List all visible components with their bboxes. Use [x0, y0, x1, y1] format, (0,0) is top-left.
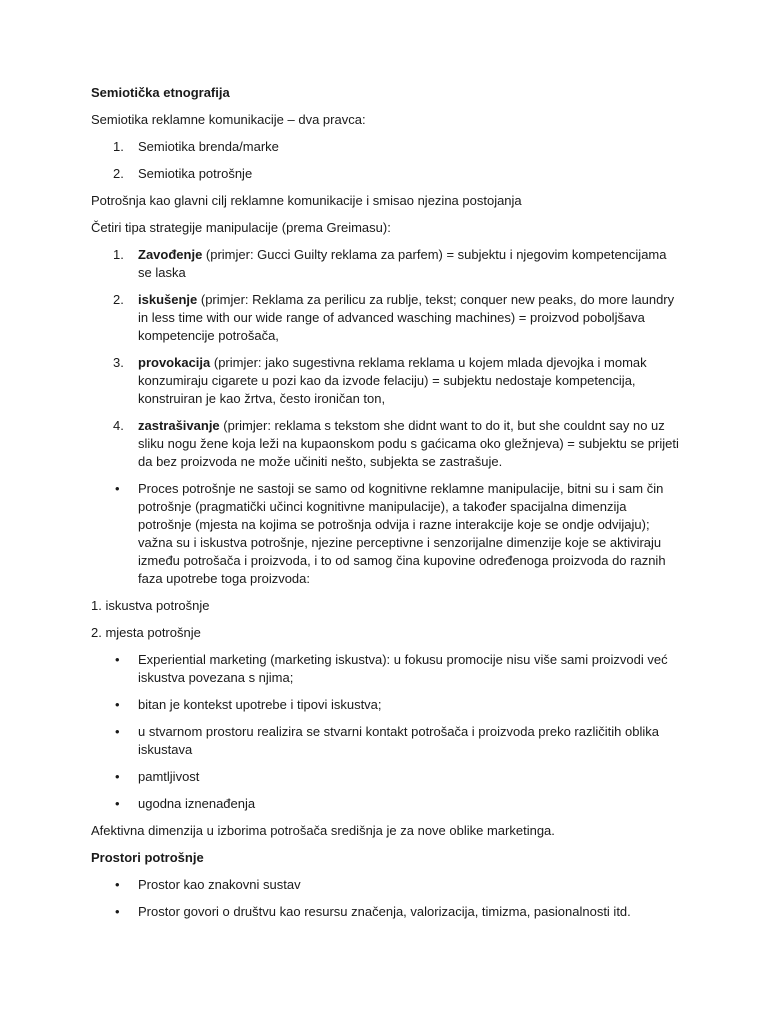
strategies-intro-paragraph: Četiri tipa strategije manipulacije (prema Greimasu):: [91, 220, 391, 235]
list-item: [91, 696, 680, 714]
list-item-text: u stvarnom prostoru realizira se stvarni kontakt potrošača i proizvoda preko različitih oblika iskustava: [138, 724, 659, 757]
list-number: 1.: [113, 139, 124, 154]
strategies-list: [91, 246, 680, 588]
bullet-marker: •: [115, 697, 120, 712]
strategy-term: provokacija: [138, 355, 211, 370]
bullet-marker: •: [115, 652, 120, 667]
bullet-marker: •: [115, 724, 120, 739]
document-title: Semiotička etnografija: [91, 85, 230, 100]
strategy-description: (primjer: jako sugestivna reklama reklama u kojem mlada djevojka i momak konzumiraju cigarete u pozi kao da izvode felaciju) = subjektu nedostaje kompetencija, konstruiran je kao žrtva, često ironičan ton,: [138, 355, 647, 406]
strategy-term: iskušenje: [138, 292, 198, 307]
bullet-marker: •: [115, 877, 120, 892]
list-number: 2.: [113, 166, 124, 181]
directions-list: [91, 138, 680, 183]
strategy-term: zastrašivanje: [138, 418, 220, 433]
strategy-description: (primjer: Reklama za perilicu za rublje, tekst; conquer new peaks, do more laundry in less time with our wide range of advanced wasching machines) = proizvod poboljšava kompetencije potrošača,: [138, 292, 675, 343]
consumption-goal-paragraph: Potrošnja kao glavni cilj reklamne komunikacije i smisao njezina postojanja: [91, 193, 522, 208]
dimension-1-paragraph: 1. iskustva potrošnje: [91, 598, 210, 613]
affective-paragraph: Afektivna dimenzija u izborima potrošača središnja je za nove oblike marketinga.: [91, 823, 555, 838]
strategy-description: (primjer: reklama s tekstom she didnt want to do it, but she couldnt say no uz sliku nogu žene koja leži na kupaonskom podu s gaćicama oko gležnjeva) = subjektu se prijeti da bez proizvoda ne može učiniti nešto, subjekta se zastrašuje.: [138, 418, 679, 469]
list-number: 1.: [113, 247, 124, 262]
bullet-marker: •: [115, 796, 120, 811]
list-item-text: Semiotika potrošnje: [138, 166, 253, 181]
list-item: [91, 795, 680, 813]
list-item-text: Semiotika brenda/marke: [138, 139, 279, 154]
intro-paragraph: Semiotika reklamne komunikacije – dva pravca:: [91, 112, 366, 127]
list-item: [91, 876, 680, 894]
list-item-text: Experiential marketing (marketing iskustva): u fokusu promocije nisu više sami proizvodi već iskustva povezana s njima;: [138, 652, 668, 685]
list-item-text: ugodna iznenađenja: [138, 796, 256, 811]
experiential-list: [91, 651, 680, 813]
strategy-description: (primjer: Gucci Guilty reklama za parfem) = subjektu i njegovim kompetencijama se laska: [138, 247, 667, 280]
list-item-text: pamtljivost: [138, 769, 200, 784]
dimension-2-paragraph: 2. mjesta potrošnje: [91, 625, 201, 640]
list-item: [91, 291, 680, 345]
bullet-marker: •: [115, 904, 120, 919]
section-heading: Prostori potrošnje: [91, 850, 204, 865]
list-item: [91, 768, 680, 786]
list-item-text: Prostor kao znakovni sustav: [138, 877, 301, 892]
list-item-text: Prostor govori o društvu kao resursu značenja, valorizacija, timizma, pasionalnosti itd.: [138, 904, 631, 919]
list-item-text: bitan je kontekst upotrebe i tipovi iskustva;: [138, 697, 382, 712]
list-item: [91, 417, 680, 471]
list-item: [91, 480, 680, 588]
list-item: [91, 165, 680, 183]
list-item: [91, 138, 680, 156]
list-number: 3.: [113, 355, 124, 370]
strategy-term: Zavođenje: [138, 247, 203, 262]
list-number: 2.: [113, 292, 124, 307]
bullet-marker: •: [115, 769, 120, 784]
list-item: [91, 723, 680, 759]
list-item: [91, 651, 680, 687]
list-number: 4.: [113, 418, 124, 433]
bullet-marker: •: [115, 481, 120, 496]
spaces-list: [91, 876, 680, 921]
list-item: [91, 246, 680, 282]
list-item: [91, 354, 680, 408]
list-item-text: Proces potrošnje ne sastoji se samo od kognitivne reklamne manipulacije, bitni su i sam čin potrošnje (pragmatički učinci kognitivne manipulacije), a također spacijalna dimenzija potrošnje (mjesta na kojima se potrošnja odvija i razne interakcije koje se ondje odvijaju); važna su i iskustva potrošnje, njezine perceptivne i senzorijalne dimenzije koje se aktiviraju između potrošača i proizvoda, i to od samog čina kupovine određenoga proizvoda do raznih faza upotrebe toga proizvoda:: [138, 481, 666, 586]
list-item: [91, 903, 680, 921]
